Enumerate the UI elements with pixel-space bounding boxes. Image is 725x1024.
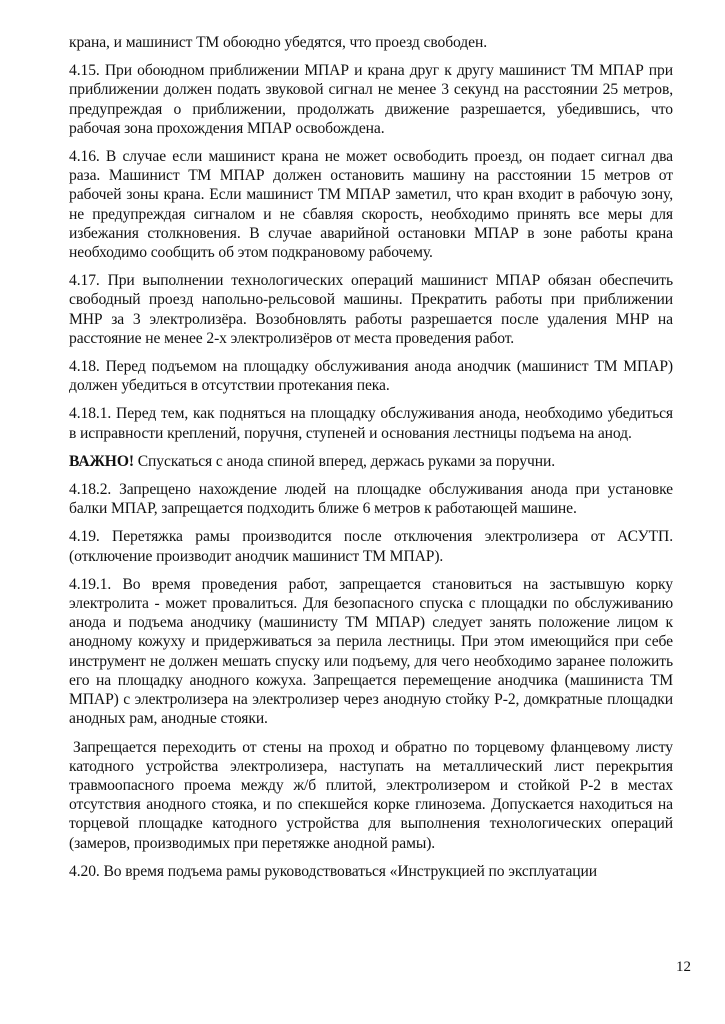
- paragraph-4-19: 4.19. Перетяжка рамы производится после отключения электролизера от АСУТП. (отключение производит анодчик машинист ТМ МПАР).: [69, 528, 673, 565]
- page-number: 12: [676, 959, 691, 975]
- paragraph-4-16: 4.16. В случае если машинист крана не может освободить проезд, он подает сигнал два раза. Машинист ТМ МПАР должен остановить машину на расстоянии 15 метров от рабочей зоны крана. Если машинист ТМ МПАР заметил, что кран входит в рабочую зону, не предупреждая сигналом и не сбавляя скорость, необходимо принять все меры для избежания столкновения. В случае аварийной остановки МПАР в зоне работы крана необходимо сообщить об этом подкрановому рабочему.: [69, 148, 673, 262]
- paragraph-4-18: 4.18. Перед подъемом на площадку обслуживания анода анодчик (машинист ТМ МПАР) должен убедиться в отсутствии протекания пека.: [69, 358, 673, 395]
- paragraph-important: [69, 452, 673, 471]
- paragraph-continuation: крана, и машинист ТМ обоюдно убедятся, что проезд свободен.: [69, 34, 487, 51]
- important-label: ВАЖНО!: [69, 452, 134, 470]
- paragraph-4-18-1: 4.18.1. Перед тем, как подняться на площадку обслуживания анода, необходимо убедиться в исправности креплений, поручня, ступеней и основания лестницы подъема на анод.: [69, 405, 673, 442]
- paragraph-4-17: 4.17. При выполнении технологических операций машинист МПАР обязан обеспечить свободный проезд напольно-рельсовой машины. Прекратить работы при приближении МНР за 3 электролизёра. Возобновлять работы разрешается после удаления МНР на расстояние не менее 2-х электролизёров от места проведения работ.: [69, 272, 673, 347]
- paragraph-prohibited: Запрещается переходить от стены на проход и обратно по торцевому фланцевому листу катодного устройства электролизера, наступать на металлический лист перекрытия травмоопасного проема между ж/б плитой, электролизером и стойкой Р-2 в местах отсутствия анодного стояка, и по спекшейся корке глинозема. Допускается находиться на торцевой площадке катодного устройства для выполнения технологических операций (замеров, производимых при перетяжке анодной рамы).: [69, 738, 673, 852]
- paragraph-4-18-2: 4.18.2. Запрещено нахождение людей на площадке обслуживания анода при установке балки МПАР, запрещается подходить ближе 6 метров к работающей машине.: [69, 481, 673, 518]
- document-page: [69, 33, 673, 890]
- paragraph-4-15: 4.15. При обоюдном приближении МПАР и крана друг к другу машинист ТМ МПАР при приближении должен подать звуковой сигнал не менее 3 секунд на расстоянии 25 метров, предупреждая о приближении, продолжать движение разрешается, убедившись, что рабочая зона прохождения МПАР освобождена.: [69, 62, 673, 137]
- paragraph-4-19-1: 4.19.1. Во время проведения работ, запрещается становиться на застывшую корку электролита - может провалиться. Для безопасного спуска с площадки по обслуживанию анода и подъема анодчику (машинисту ТМ МПАР) следует занять положение лицом к анодному кожуху и придерживаться за перила лестницы. При этом имеющийся при себе инструмент не должен мешать спуску или подъему, для чего необходимо заранее положить его на площадку анодного кожуха. Запрещается перемещение анодчика (машиниста ТМ МПАР) с электролизера на электролизер через анодную стойку Р-2, домкратные площадки анодных рам, анодные стояки.: [69, 575, 673, 728]
- paragraph-4-20: 4.20. Во время подъема рамы руководствоваться «Инструкцией по эксплуатации: [69, 862, 598, 880]
- important-text: Спускаться с анода спиной вперед, держась руками за поручни.: [133, 452, 556, 470]
